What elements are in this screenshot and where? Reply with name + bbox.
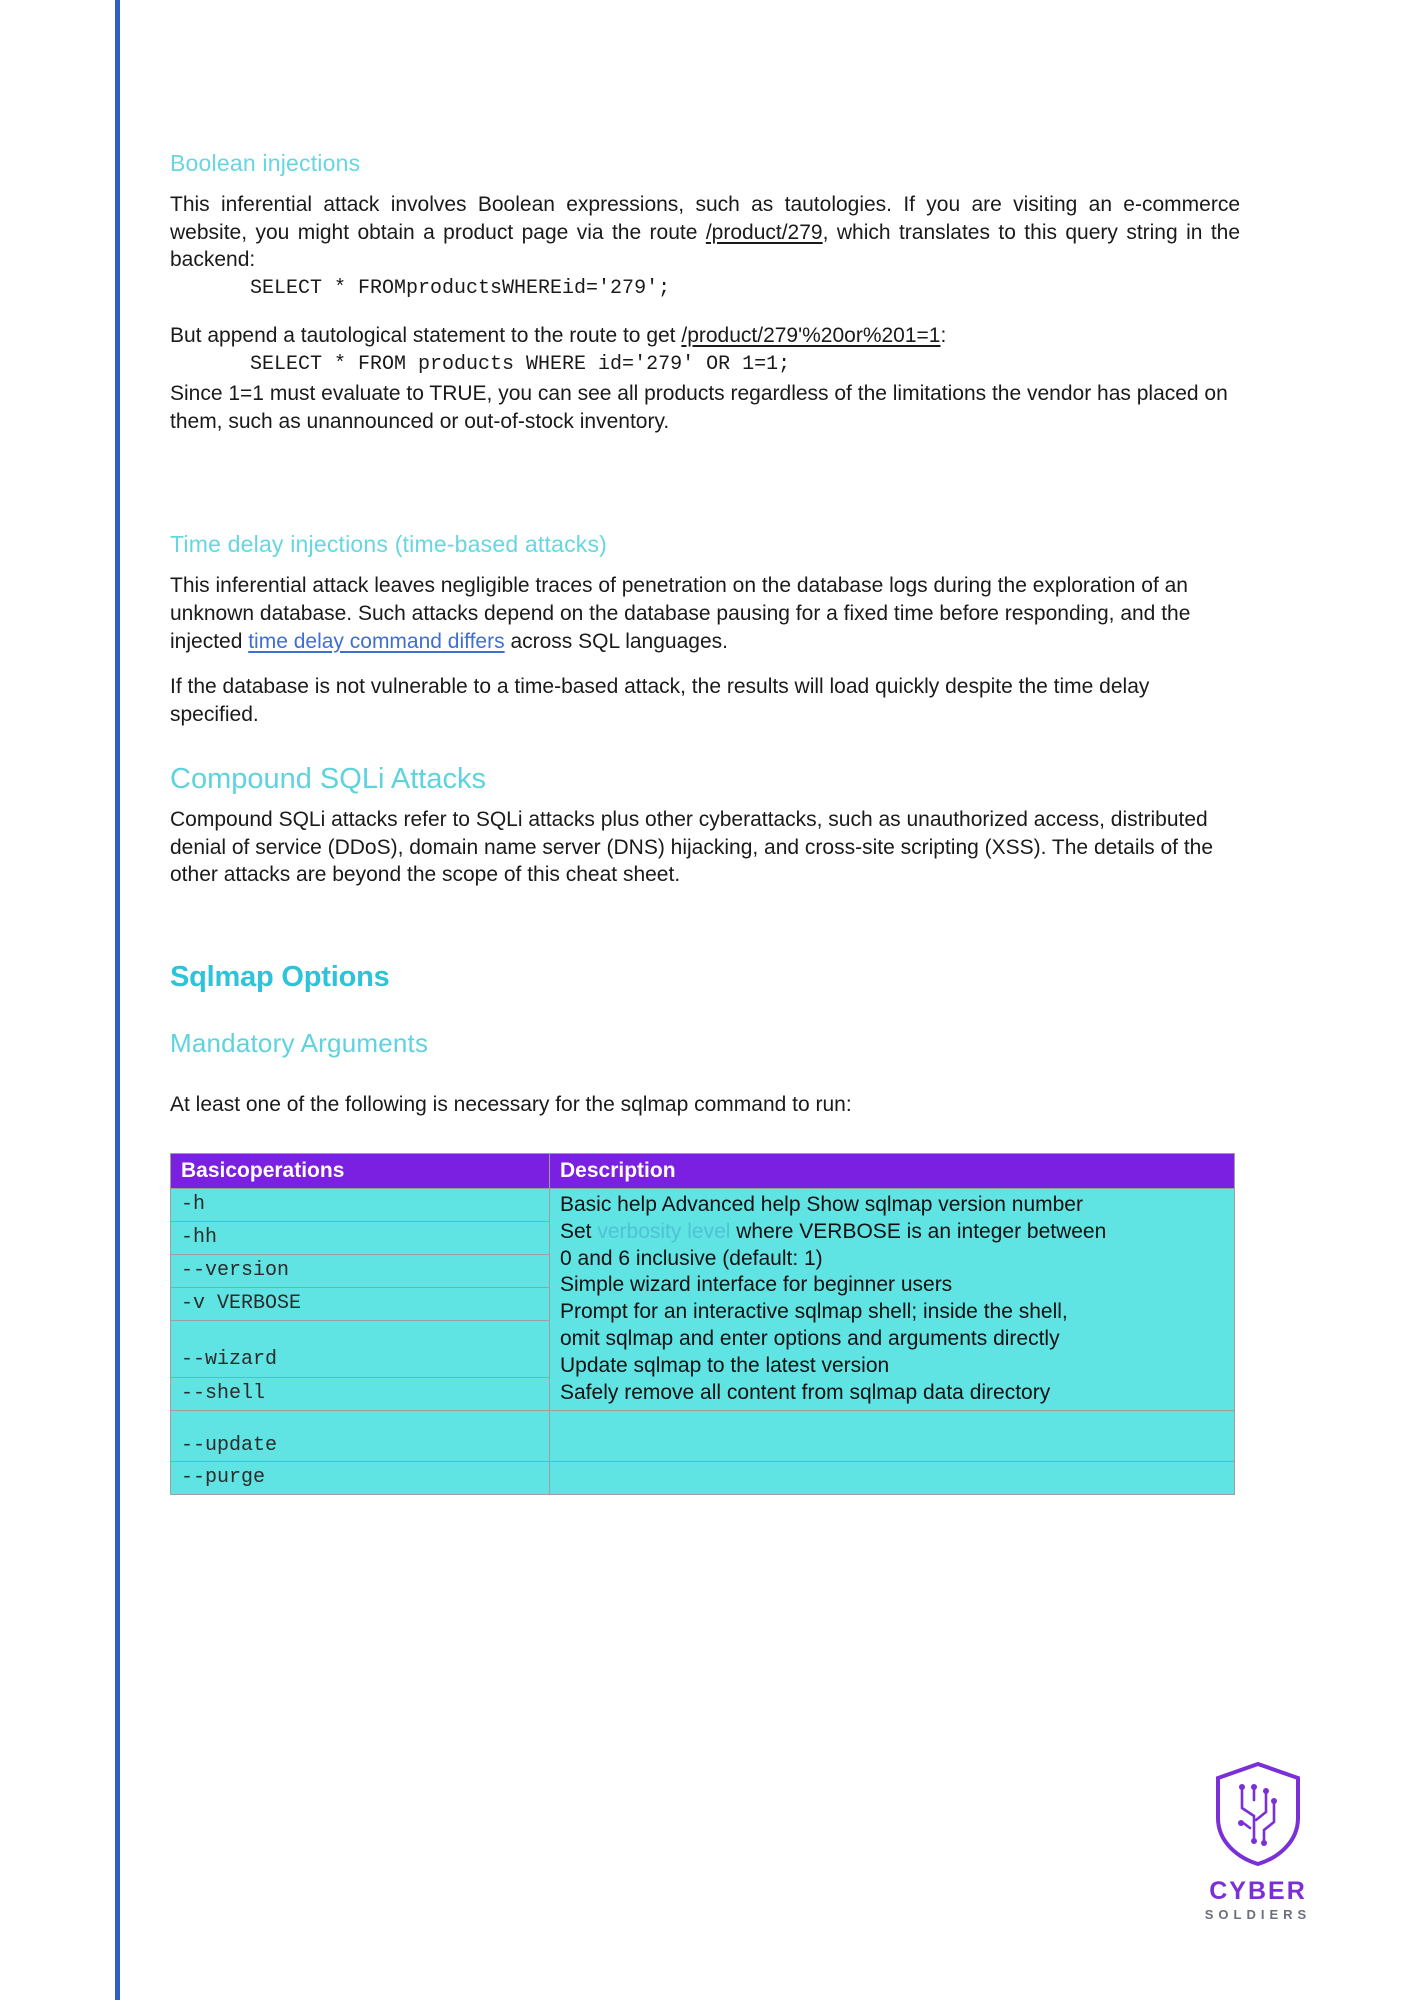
paragraph-compound-sqli: Compound SQLi attacks refer to SQLi attacks plus other cyberattacks, such as unauthorized access, distributed denial of service (DDoS), domain name server (DNS) hijacking, and cross-site scripting (XSS). The details of the other attacks are beyond the scope of this cheat sheet.: [170, 807, 1214, 887]
desc-line-7: Update sqlmap to the latest version: [560, 1354, 890, 1378]
verbosity-level-link[interactable]: verbosity level: [597, 1219, 731, 1243]
document-content: [170, 150, 1240, 1495]
code-block-select-1: SELECT * FROMproductsWHEREid='279';: [250, 277, 671, 301]
paragraph-time-delay-note: If the database is not vulnerable to a time-based attack, the results will load quickly despite the time delay specified.: [170, 675, 1150, 727]
desc-line-4: Simple wizard interface for beginner users: [560, 1273, 953, 1297]
option-cell: --wizard: [171, 1321, 550, 1377]
desc-line-3: 0 and 6 inclusive (default: 1): [560, 1246, 823, 1270]
paragraph-tautology: [170, 322, 1240, 350]
tautology-text-a: But append a tautological statement to the route to get: [170, 324, 682, 348]
option-cell: -hh: [171, 1221, 550, 1254]
boolean-text-b: , which translates to this query string in the backend:: [170, 220, 1241, 272]
heading-sqlmap-options: Sqlmap Options: [170, 961, 390, 994]
column-header-description: Description: [550, 1153, 1235, 1188]
desc-line-6: omit sqlmap and enter options and arguments directly: [560, 1327, 1060, 1351]
boolean-route-link: /product/279: [705, 220, 823, 244]
table-row: [171, 1462, 1235, 1495]
table-header-row: [171, 1153, 1235, 1188]
option-cell: --update: [171, 1410, 550, 1462]
tautology-text-b: :: [940, 324, 947, 348]
left-margin-rule: [115, 0, 120, 2000]
tautology-route-link: /product/279'%20or%201=1: [681, 324, 941, 348]
logo-text-main: CYBER: [1209, 1877, 1307, 1905]
timedelay-text-b: across SQL languages.: [504, 629, 728, 653]
brand-logo: [1178, 1760, 1338, 1922]
option-cell: -h: [171, 1188, 550, 1221]
table-row: [171, 1188, 1235, 1221]
paragraph-time-delay-intro: [170, 572, 1240, 655]
heading-compound-sqli-attacks: Compound SQLi Attacks: [170, 762, 486, 795]
table-row: [171, 1410, 1235, 1462]
boolean-text-a: This inferential attack involves Boolean expressions, such as tautologies. If you are visiting an e-commerce website, you might obtain a product page via the route: [170, 193, 1240, 244]
paragraph-boolean-conclusion: Since 1=1 must evaluate to TRUE, you can see all products regardless of the limitations the vendor has placed on them, such as unannounced or out-of-stock inventory.: [170, 381, 1228, 433]
description-cell-empty: [550, 1410, 1235, 1462]
desc-line-8: Safely remove all content from sqlmap data directory: [560, 1380, 1051, 1404]
sqlmap-options-table: [170, 1153, 1235, 1495]
desc-line-2: [560, 1219, 1224, 1246]
time-delay-command-link[interactable]: time delay command differs: [248, 629, 505, 653]
heading-mandatory-arguments: Mandatory Arguments: [170, 1028, 429, 1059]
description-cell-merged: [550, 1188, 1235, 1410]
desc-line-5: Prompt for an interactive sqlmap shell; inside the shell,: [560, 1300, 1068, 1324]
paragraph-boolean-intro: [170, 191, 1240, 274]
desc-line-1: Basic help Advanced help Show sqlmap version number: [560, 1192, 1083, 1216]
option-cell: -v VERBOSE: [171, 1288, 550, 1321]
code-block-select-2: SELECT * FROM products WHERE id='279' OR 1=1;: [250, 352, 791, 376]
description-cell-empty: [550, 1462, 1235, 1495]
shield-circuit-icon: [1212, 1760, 1304, 1868]
option-cell: --version: [171, 1254, 550, 1287]
paragraph-sqlmap-intro: At least one of the following is necessary for the sqlmap command to run:: [170, 1093, 852, 1117]
heading-time-delay-injections: Time delay injections (time-based attacks): [170, 531, 608, 558]
column-header-basic-operations: Basicoperations: [171, 1153, 550, 1188]
desc-line-2-b: where VERBOSE is an integer between: [730, 1219, 1107, 1243]
option-cell: --shell: [171, 1377, 550, 1410]
desc-line-2-a: Set: [560, 1219, 598, 1243]
option-cell: --purge: [171, 1462, 550, 1495]
timedelay-text-a: This inferential attack leaves negligible traces of penetration on the database logs during the exploration of an unknown database. Such attacks depend on the database pausing for a fixed time before responding, and the injected: [170, 574, 1191, 653]
heading-boolean-injections: Boolean injections: [170, 150, 361, 176]
logo-text-sub: SOLDIERS: [1204, 1907, 1312, 1922]
